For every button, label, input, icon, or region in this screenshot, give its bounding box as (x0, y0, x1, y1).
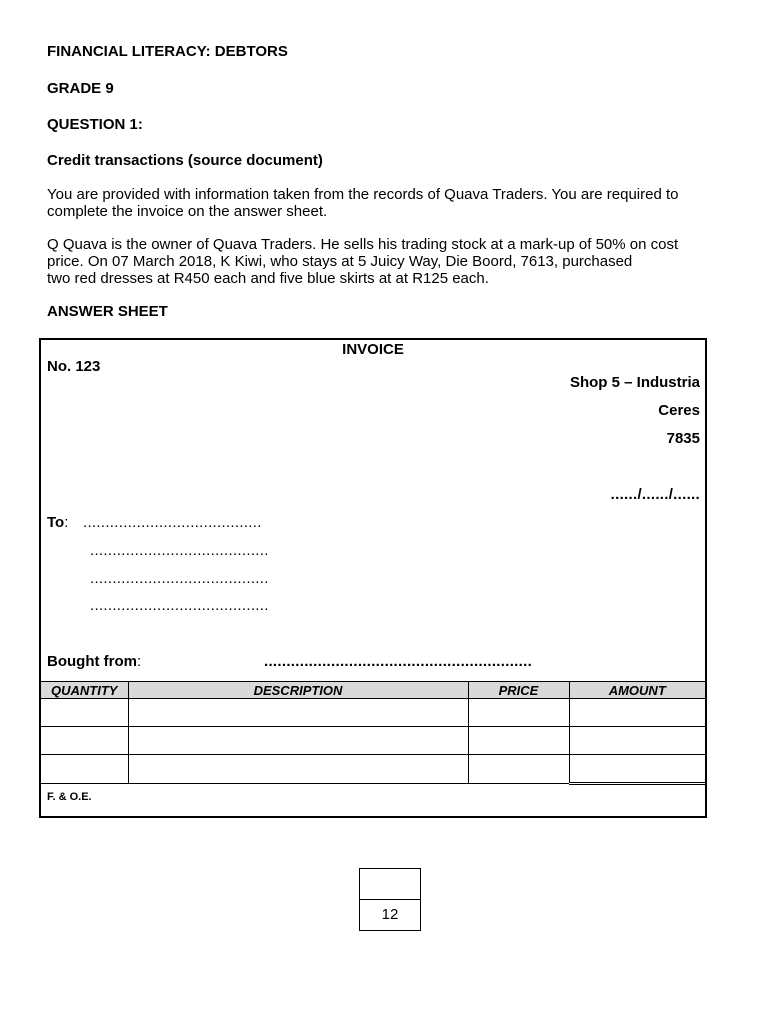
document-title: FINANCIAL LITERACY: DEBTORS (47, 43, 288, 60)
column-amount: AMOUNT (569, 682, 705, 699)
bought-from-colon: : (136, 653, 142, 670)
page-box-blank (360, 869, 420, 900)
column-quantity: QUANTITY (41, 682, 128, 699)
to-label: To (47, 514, 65, 531)
price-cell[interactable] (468, 699, 569, 727)
scenario-line-1: Q Quava is the owner of Quava Traders. He sells his trading stock at a mark-up of 50% on cost (47, 236, 679, 253)
amount-cell[interactable] (569, 699, 705, 727)
description-cell[interactable] (128, 727, 468, 755)
intro-line-2: complete the invoice on the answer sheet. (47, 203, 328, 220)
quantity-cell[interactable] (41, 727, 128, 755)
table-row (41, 699, 705, 727)
scenario-paragraph (47, 236, 717, 287)
intro-line-1: You are provided with information taken from the records of Quava Traders. You are required to (47, 186, 679, 203)
bought-from-label: Bought from (47, 653, 137, 670)
amount-cell[interactable] (569, 727, 705, 755)
to-label-row (47, 514, 68, 531)
grade-label: GRADE 9 (47, 80, 114, 97)
description-cell[interactable] (128, 699, 468, 727)
bought-from-field[interactable]: ............................................................ (264, 653, 533, 670)
quantity-cell[interactable] (41, 699, 128, 727)
to-line-2[interactable]: ........................................ (90, 542, 269, 559)
bought-from-row (47, 653, 141, 670)
total-amount-cell[interactable] (569, 755, 705, 784)
price-cell[interactable] (468, 755, 569, 784)
items-table (41, 681, 705, 785)
table-row (41, 755, 705, 784)
page-number: 12 (381, 906, 399, 923)
subheading: Credit transactions (source document) (47, 152, 323, 169)
to-line-1[interactable]: ........................................ (83, 514, 262, 531)
description-cell[interactable] (128, 755, 468, 784)
address-line-2: Ceres (658, 402, 700, 419)
to-colon: : (64, 514, 69, 531)
address-line-3: 7835 (666, 430, 700, 447)
price-cell[interactable] (468, 727, 569, 755)
column-price: PRICE (468, 682, 569, 699)
answer-sheet-label: ANSWER SHEET (47, 303, 168, 320)
date-field[interactable]: ....../....../...... (610, 486, 700, 503)
page-number-box (359, 868, 421, 931)
question-label: QUESTION 1: (47, 116, 143, 133)
scenario-line-3: two red dresses at R450 each and five blue skirts at at R125 each. (47, 270, 489, 287)
errors-omissions-note: F. & O.E. (47, 791, 92, 803)
items-header-row (41, 682, 705, 699)
invoice-number: No. 123 (47, 358, 101, 375)
invoice-title: INVOICE (342, 341, 404, 358)
quantity-cell[interactable] (41, 755, 128, 784)
intro-paragraph (47, 186, 717, 220)
to-line-3[interactable]: ........................................ (90, 570, 269, 587)
address-line-1: Shop 5 – Industria (569, 374, 700, 391)
scenario-line-2: price. On 07 March 2018, K Kiwi, who stays at 5 Juicy Way, Die Boord, 7613, purchased (47, 253, 633, 270)
table-row (41, 727, 705, 755)
invoice-form (39, 338, 707, 818)
to-line-4[interactable]: ........................................ (90, 597, 269, 614)
column-description: DESCRIPTION (128, 682, 468, 699)
